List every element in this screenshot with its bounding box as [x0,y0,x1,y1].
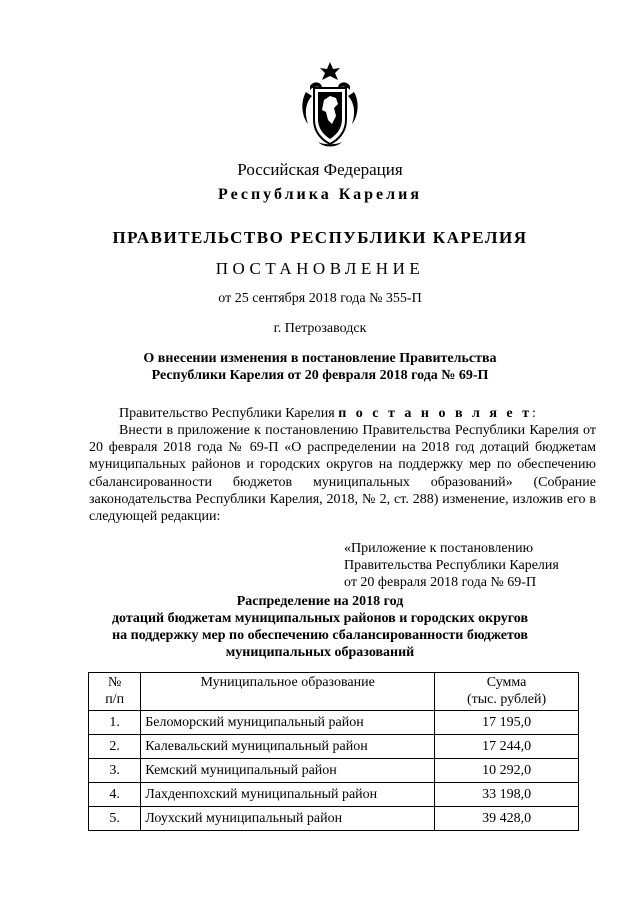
row-num: 5. [89,807,141,831]
distribution-title-line-4: муниципальных образований [225,645,415,660]
karelia-coat-of-arms-icon [300,62,360,150]
row-name: Кемский муниципальный район [141,759,435,783]
distribution-title-line-2: дотаций бюджетам муниципальных районов и городских округов [111,611,529,626]
appendix-line-1: «Приложение к постановлению [344,541,534,556]
government-title: ПРАВИТЕЛЬСТВО РЕСПУБЛИКИ КАРЕЛИЯ [112,228,528,247]
intro-end: : [532,406,536,421]
distribution-title-line-1: Распределение на 2018 год [236,594,404,609]
header-sum-line-1: Сумма [486,675,527,690]
republic-name: Республика Карелия [218,186,422,203]
header-sum-line-2: (тыс. рублей) [466,692,547,707]
row-sum: 10 292,0 [435,759,579,783]
table-header-row [89,673,579,711]
row-name: Лахденпохский муниципальный район [141,783,435,807]
document-type: ПОСТАНОВЛЕНИЕ [215,259,425,278]
header-name-text: Муниципальное образование [200,675,375,690]
subject-line-1: О внесении изменения в постановление Правительства [143,351,497,366]
header-num [89,673,141,711]
resolves-word: п о с т а н о в л я е т [338,406,533,421]
appendix-reference [344,540,559,592]
row-name: Беломорский муниципальный район [141,711,435,735]
distribution-title-line-3: на поддержку мер по обеспечению сбалансированности бюджетов [112,628,528,643]
row-name: Калевальский муниципальный район [141,735,435,759]
row-num: 2. [89,735,141,759]
appendix-line-3: от 20 февраля 2018 года № 69-П [344,575,537,591]
row-num: 3. [89,759,141,783]
distribution-title [0,593,640,661]
row-sum: 17 244,0 [435,735,579,759]
row-sum: 17 195,0 [435,711,579,735]
header-num-line-2: п/п [105,692,125,707]
subject-line-2: Республики Карелия от 20 февраля 2018 года № 69-П [151,368,489,383]
intro-text: Правительство Республики Карелия [119,406,339,421]
table-row [89,711,579,735]
table-row [89,807,579,831]
row-sum: 33 198,0 [435,783,579,807]
table-row [89,735,579,759]
table-row [89,759,579,783]
row-num: 1. [89,711,141,735]
header-sum [435,673,579,711]
document-date-number: от 25 сентября 2018 года № 355-П [218,291,422,306]
document-city: г. Петрозаводск [273,321,367,336]
distribution-table [88,672,579,831]
resolution-intro [89,405,596,422]
table-row [89,783,579,807]
header-num-line-1: № [107,675,122,690]
header-name [141,673,435,711]
row-name: Лоухский муниципальный район [141,807,435,831]
document-subject [0,350,640,384]
resolution-text: Внести в приложение к постановлению Правительства Республики Карелия от 20 февраля 2018 года № 69-П «О распределении на 2018 год дотаций бюджетам муниципальных районов и городских округов на поддержку мер по обеспечению сбалансированности бюджетов муниципальных образований» (Собрание законодательства Республики Карелия, 2018, № 2, ст. 288) изменение, изложив его в следующей редакции: [89,423,596,525]
row-num: 4. [89,783,141,807]
appendix-line-2: Правительства Республики Карелия [344,558,559,574]
row-sum: 39 428,0 [435,807,579,831]
country-name: Российская Федерация [237,160,403,179]
